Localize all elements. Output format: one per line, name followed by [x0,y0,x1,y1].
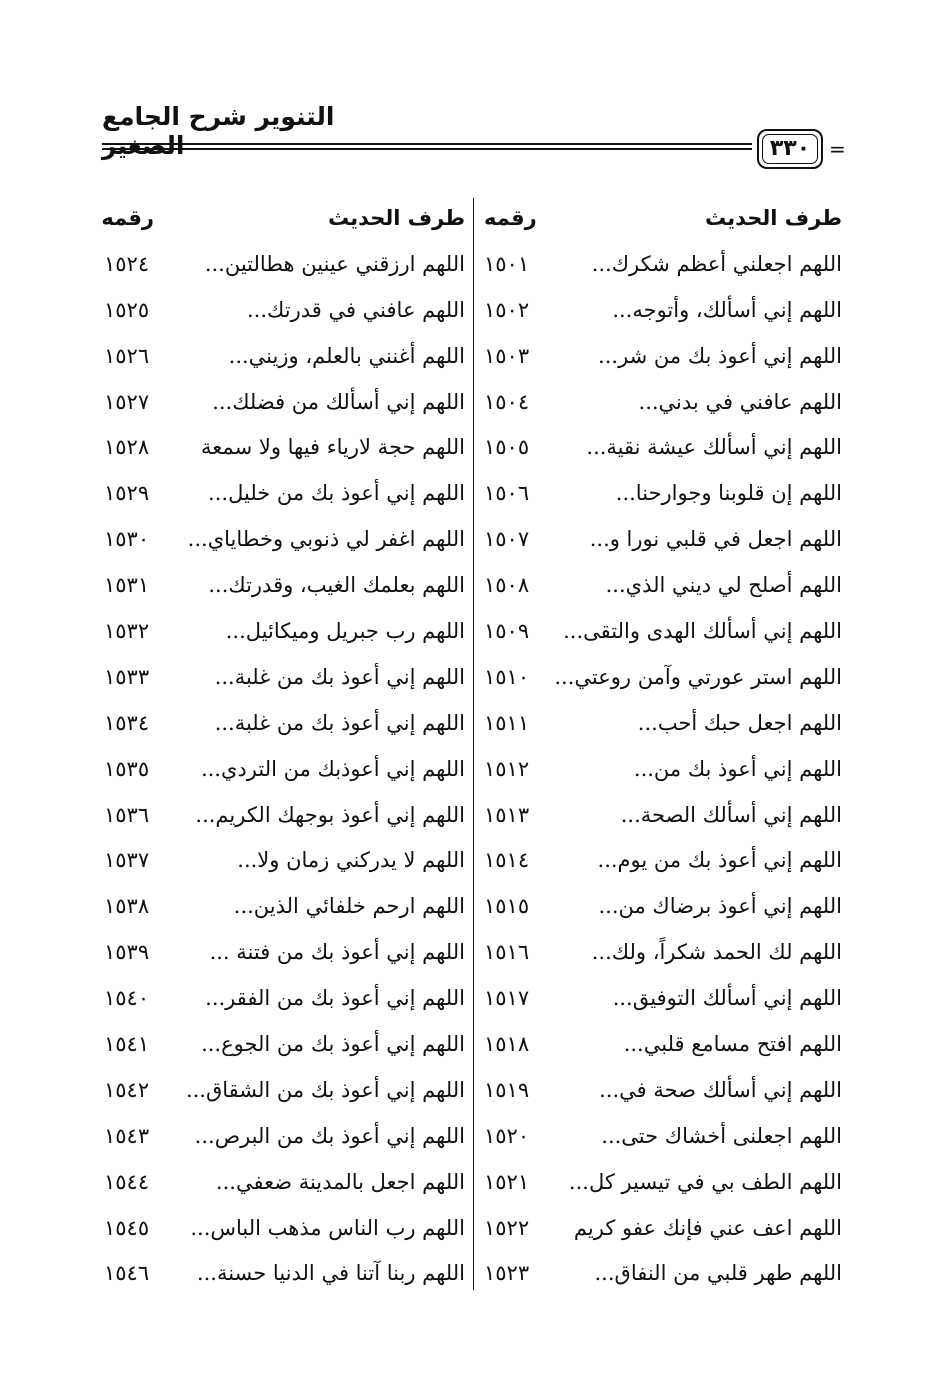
right-hadith-text: اللهم إني أسألك التوفيق... [612,986,842,1011]
right-hadith-number: ١٥٢٣ [484,1261,530,1286]
left-hadith-text: اللهم بعلمك الغيب، وقدرتك... [208,573,465,598]
right-hadith-number: ١٥١٦ [484,940,530,965]
left-hadith-number: ١٥٣١ [104,573,150,598]
left-hadith-number: ١٥٤٢ [104,1077,150,1102]
table-row [0,655,949,701]
page-number-mark: = [829,137,846,161]
left-hadith-number: ١٥٣٨ [104,894,150,919]
right-hadith-text: اللهم إن قلوبنا وجوارحنا... [615,481,842,506]
left-hadith-number: ١٥٢٩ [104,481,150,506]
right-hadith-text: اللهم اجعلني أعظم شكرك... [591,251,842,276]
right-hadith-number: ١٥٠٣ [484,343,530,368]
right-hadith-number: ١٥١٨ [484,1032,530,1057]
right-hadith-number: ١٥١٣ [484,802,530,827]
left-hadith-text: اللهم اجعل بالمدينة ضعفي... [215,1169,465,1194]
table-row [0,1114,949,1160]
table-row [0,838,949,884]
right-hadith-text: اللهم إني أسألك عيشة نقية... [586,435,842,460]
right-text-header: طرف الحديث [704,206,842,230]
left-hadith-text: اللهم أغنني بالعلم، وزيني... [228,343,465,368]
left-hadith-text: اللهم إني أعوذ بوجهك الكريم... [195,802,465,827]
table-row [0,425,949,471]
left-hadith-number: ١٥٣٣ [104,664,150,689]
left-hadith-number: ١٥٤٠ [104,986,150,1011]
right-hadith-number: ١٥٠٢ [484,297,530,322]
table-row [0,1068,949,1114]
left-hadith-text: اللهم إني أسألك من فضلك... [212,389,465,414]
table-row [0,1251,949,1297]
left-number-header: رقمه [101,206,154,230]
right-number-header: رقمه [484,206,537,230]
left-hadith-number: ١٥٣٧ [104,848,150,873]
left-hadith-text: اللهم رب الناس مذهب الباس... [190,1215,465,1240]
table-row [0,288,949,334]
table-row [0,701,949,747]
left-hadith-number: ١٥٢٤ [104,251,150,276]
left-hadith-number: ١٥٢٨ [104,435,150,460]
left-hadith-number: ١٥٣٥ [104,756,150,781]
left-hadith-text: اللهم إني أعوذ بك من فتنة ... [209,940,465,965]
left-text-header: طرف الحديث [327,206,465,230]
right-hadith-number: ١٥٠٨ [484,573,530,598]
right-hadith-text: اللهم إني أعوذ برضاك من... [598,894,842,919]
table-row [0,563,949,609]
left-hadith-text: اللهم إني أعوذ بك من خليل... [208,481,465,506]
table-row [0,609,949,655]
left-hadith-text: اللهم إني أعوذ بك من غلبة... [214,664,465,689]
right-hadith-number: ١٥٠٩ [484,619,530,644]
table-row [0,380,949,426]
table-row [0,334,949,380]
table-row [0,517,949,563]
left-hadith-number: ١٥٤٣ [104,1123,150,1148]
left-hadith-number: ١٥٢٥ [104,297,150,322]
left-hadith-number: ١٥٣٩ [104,940,150,965]
right-hadith-number: ١٥٢٢ [484,1215,530,1240]
table-row [0,793,949,839]
right-hadith-text: اللهم أصلح لي ديني الذي... [605,573,842,598]
table-row [0,747,949,793]
table-body [0,242,949,1297]
left-hadith-number: ١٥٣٦ [104,802,150,827]
right-hadith-text: اللهم استر عورتي وآمن روعتي... [554,664,842,689]
page-number-badge: ٣٣٠ [757,129,823,169]
left-hadith-number: ١٥٤٥ [104,1215,150,1240]
left-hadith-text: اللهم عافني في قدرتك... [247,297,465,322]
table-header-row [0,196,949,242]
right-hadith-text: اللهم إني أسألك الهدى والتقى... [563,619,842,644]
right-hadith-text: اللهم إني أعوذ بك من يوم... [597,848,842,873]
right-hadith-number: ١٥٠٧ [484,527,530,552]
table-row [0,1206,949,1252]
right-hadith-number: ١٥٠٦ [484,481,530,506]
right-hadith-number: ١٥١٥ [484,894,530,919]
right-hadith-number: ١٥١١ [484,710,530,735]
left-hadith-text: اللهم ارحم خلفائي الذين... [233,894,465,919]
table-row [0,884,949,930]
right-hadith-text: اللهم إني أسألك الصحة... [620,802,842,827]
table-row [0,471,949,517]
left-hadith-number: ١٥٣٤ [104,710,150,735]
left-hadith-number: ١٥٢٧ [104,389,150,414]
left-hadith-text: اللهم ارزقني عينين هطالتين... [204,251,465,276]
left-hadith-number: ١٥٢٦ [104,343,150,368]
right-hadith-text: اللهم اجعل في قلبي نورا و... [589,527,842,552]
right-hadith-text: اللهم إني أسألك، وأتوجه... [612,297,842,322]
right-hadith-text: اللهم طهر قلبي من النفاق... [594,1261,842,1286]
right-hadith-number: ١٥١٢ [484,756,530,781]
right-hadith-text: اللهم لك الحمد شكراً، ولك... [591,940,842,965]
table-row [0,976,949,1022]
left-hadith-text: اللهم إني أعوذ بك من البرص... [194,1123,465,1148]
left-hadith-text: اللهم إني أعوذ بك من غلبة... [214,710,465,735]
right-hadith-text: اللهم اجعل حبك أحب... [637,710,842,735]
right-hadith-number: ١٥١٩ [484,1077,530,1102]
left-hadith-text: اللهم لا يدركني زمان ولا... [237,848,465,873]
left-hadith-number: ١٥٤١ [104,1032,150,1057]
right-hadith-text: اللهم اجعلنى أخشاك حتى... [601,1123,842,1148]
left-hadith-text: اللهم إني أعوذ بك من الشقاق... [185,1077,465,1102]
hadith-index-table [0,196,949,1297]
header-rule [102,140,752,154]
right-hadith-text: اللهم الطف بي في تيسير كل... [568,1169,842,1194]
right-hadith-number: ١٥٠١ [484,251,530,276]
table-row [0,242,949,288]
right-hadith-text: اللهم إني أعوذ بك من شر... [598,343,842,368]
right-hadith-text: اللهم افتح مسامع قلبي... [623,1032,842,1057]
table-row [0,930,949,976]
left-hadith-number: ١٥٤٦ [104,1261,150,1286]
left-hadith-number: ١٥٣٠ [104,527,150,552]
left-hadith-text: اللهم رب جبريل وميكائيل... [225,619,465,644]
left-hadith-text: اللهم حجة لارياء فيها ولا سمعة [201,435,465,460]
right-hadith-number: ١٥٢١ [484,1169,530,1194]
left-hadith-number: ١٥٣٢ [104,619,150,644]
table-row [0,1160,949,1206]
right-hadith-text: اللهم اعف عني فإنك عفو كريم [573,1215,842,1240]
right-hadith-text: اللهم عافني في بدني... [638,389,842,414]
left-hadith-text: اللهم إني أعوذ بك من الفقر... [205,986,465,1011]
right-hadith-number: ١٥١٤ [484,848,530,873]
left-hadith-text: اللهم إني أعوذبك من التردي... [200,756,465,781]
right-hadith-number: ١٥١٠ [484,664,530,689]
left-hadith-number: ١٥٤٤ [104,1169,150,1194]
right-hadith-text: اللهم إني أعوذ بك من... [633,756,842,781]
right-hadith-number: ١٥٠٥ [484,435,530,460]
left-hadith-text: اللهم اغفر لي ذنوبي وخطاياي... [187,527,465,552]
table-row [0,1022,949,1068]
right-hadith-text: اللهم إني أسألك صحة في... [599,1077,842,1102]
left-hadith-text: اللهم إني أعوذ بك من الجوع... [201,1032,465,1057]
left-hadith-text: اللهم ربنا آتنا في الدنيا حسنة... [196,1261,465,1286]
right-hadith-number: ١٥٢٠ [484,1123,530,1148]
right-hadith-number: ١٥٠٤ [484,389,530,414]
right-hadith-number: ١٥١٧ [484,986,530,1011]
book-title: التنوير شرح الجامع الصغير [102,102,335,160]
